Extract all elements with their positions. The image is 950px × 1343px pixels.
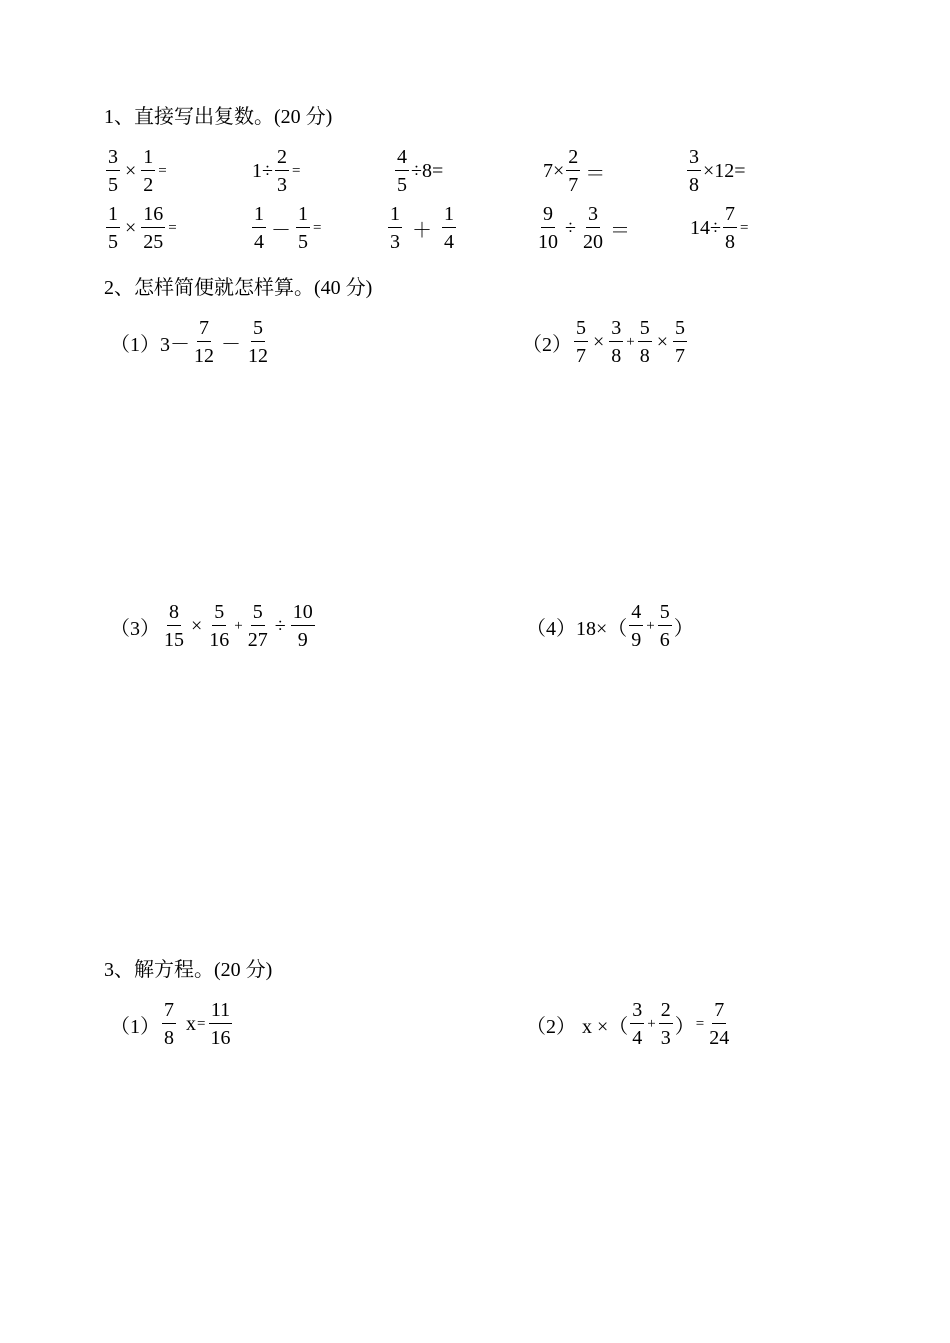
- fraction: $\frac{4}{5}$: [397, 146, 407, 196]
- fraction: $\frac{5}{7}$: [675, 317, 686, 367]
- s2-problem1: （1） 3－ $\frac{7}{12}$ － $\frac{5}{12}$: [110, 317, 268, 367]
- fraction: $\frac{9}{10}$: [538, 203, 558, 253]
- fraction: $\frac{7}{24}$: [709, 999, 730, 1049]
- problem-label: （3）: [110, 617, 160, 640]
- fraction: $\frac{5}{8}$: [639, 317, 650, 367]
- s3-problem1: （1） $\frac{7}{8}$ x = $\frac{11}{16}$: [110, 999, 231, 1049]
- problem-label: （4）: [526, 617, 576, 640]
- fraction: $\frac{7}{8}$: [164, 999, 174, 1049]
- s1-r2-expr5: 14÷ $\frac{7}{8}$ =: [690, 203, 749, 253]
- fraction: $\frac{1}{5}$: [108, 203, 118, 253]
- fraction: $\frac{1}{4}$: [254, 203, 264, 253]
- fraction: $\frac{8}{15}$: [164, 601, 184, 651]
- s1-r2-expr4: $\frac{9}{10}$ ÷ $\frac{3}{20}$ ＝: [538, 203, 630, 253]
- fraction: $\frac{1}{4}$: [444, 203, 454, 253]
- fraction: $\frac{5}{27}$: [247, 601, 268, 651]
- section2-heading: 2、怎样简便就怎样算。(40 分): [104, 277, 373, 299]
- s1-r2-expr3: $\frac{1}{3}$ ＋ $\frac{1}{4}$: [390, 203, 454, 253]
- fraction: $\frac{3}{4}$: [632, 999, 643, 1049]
- fraction: $\frac{1}{3}$: [390, 203, 400, 253]
- s2-problem3: （3） $\frac{8}{15}$ × $\frac{5}{16}$ + $\frac{5}{27}$ ÷ $\frac{10}{9}$: [110, 601, 313, 651]
- s1-r1-expr5: $\frac{3}{8}$ ×12=: [689, 146, 746, 196]
- fraction: $\frac{2}{3}$: [276, 146, 287, 196]
- fraction: $\frac{3}{5}$: [108, 146, 118, 196]
- fraction: $\frac{5}{6}$: [659, 601, 670, 651]
- fraction: $\frac{11}{16}$: [210, 999, 231, 1049]
- fraction: $\frac{7}{8}$: [724, 203, 735, 253]
- s1-r2-expr1: $\frac{1}{5}$ × $\frac{16}{25}$ =: [108, 203, 177, 253]
- fraction: $\frac{3}{20}$: [582, 203, 603, 253]
- fraction: $\frac{2}{3}$: [660, 999, 671, 1049]
- fraction: $\frac{1}{2}$: [143, 146, 154, 196]
- problem-label: （1）: [110, 333, 160, 356]
- s2-problem2: （2） $\frac{5}{7}$ × $\frac{3}{8}$ + $\frac{5}{8}$ × $\frac{5}{7}$: [522, 317, 686, 367]
- s2-problem4: （4） 18×（ $\frac{4}{9}$ + $\frac{5}{6}$ ）: [526, 601, 694, 651]
- fraction: $\frac{10}{9}$: [292, 601, 313, 651]
- section3-heading: 3、解方程。(20 分): [104, 959, 273, 981]
- section1-heading: 1、直接写出复数。(20 分): [104, 106, 333, 128]
- problem-label: （2）: [526, 1015, 576, 1038]
- fraction: $\frac{3}{8}$: [689, 146, 699, 196]
- fraction: $\frac{5}{12}$: [248, 317, 268, 367]
- fraction: $\frac{4}{9}$: [631, 601, 642, 651]
- fraction: $\frac{2}{7}$: [568, 146, 579, 196]
- fraction: $\frac{7}{12}$: [194, 317, 214, 367]
- s1-r1-expr1: $\frac{3}{5}$ × $\frac{1}{2}$ =: [108, 146, 167, 196]
- problem-label: （1）: [110, 1015, 160, 1038]
- s1-r1-expr2: 1÷ $\frac{2}{3}$ =: [252, 146, 301, 196]
- fraction: $\frac{1}{5}$: [298, 203, 308, 253]
- fraction: $\frac{3}{8}$: [611, 317, 622, 367]
- s1-r2-expr2: $\frac{1}{4}$ － $\frac{1}{5}$ =: [254, 203, 322, 253]
- fraction: $\frac{16}{25}$: [143, 203, 164, 253]
- problem-label: （2）: [522, 333, 572, 356]
- s3-problem2: （2） x ×（ $\frac{3}{4}$ + $\frac{2}{3}$ ） = $\frac{7}{24}$: [526, 999, 730, 1049]
- s1-r1-expr4: 7× $\frac{2}{7}$ ＝: [543, 146, 606, 196]
- fraction: $\frac{5}{16}$: [209, 601, 230, 651]
- s1-r1-expr3: $\frac{4}{5}$ ÷8=: [397, 146, 444, 196]
- fraction: $\frac{5}{7}$: [576, 317, 586, 367]
